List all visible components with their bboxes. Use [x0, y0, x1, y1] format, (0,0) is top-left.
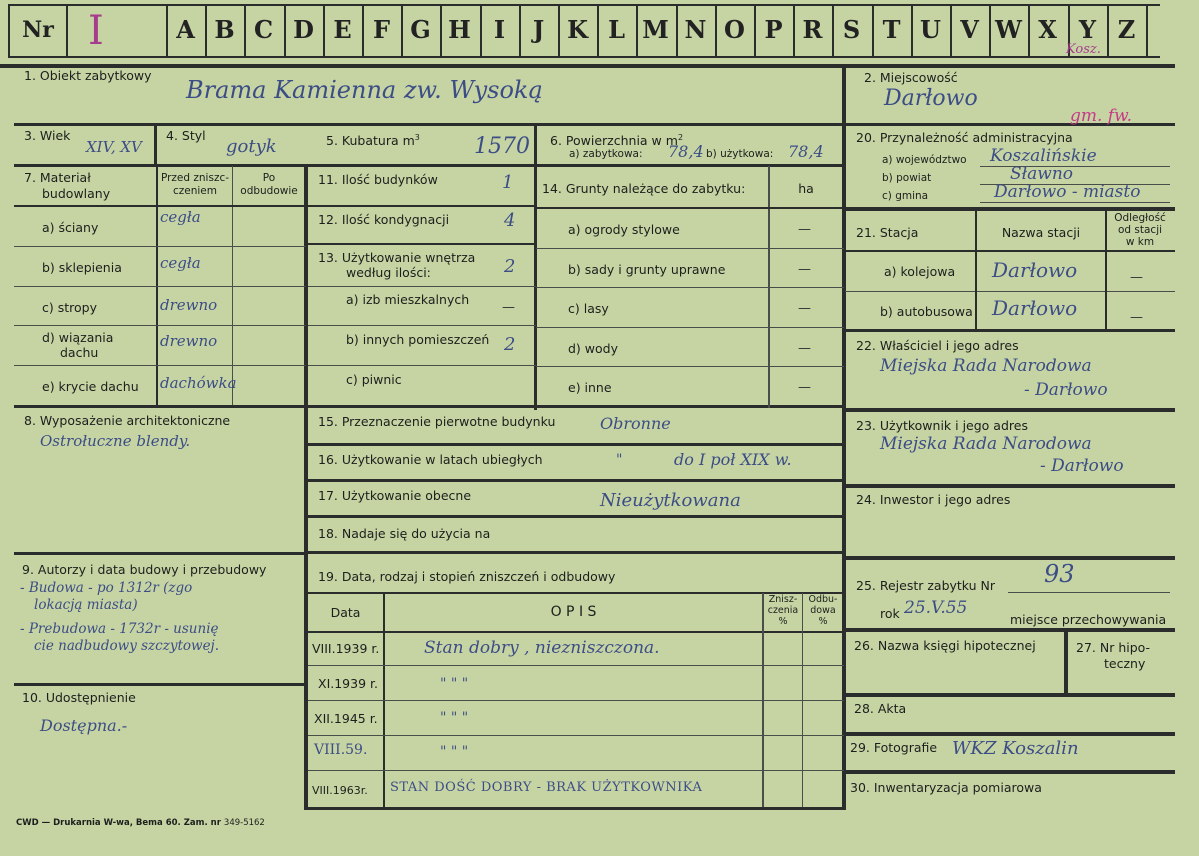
f11-label: 11. Ilość budynków: [318, 172, 438, 187]
f17-label: 17. Użytkowanie obecne: [318, 488, 472, 503]
f20-b-label: b) powiat: [882, 172, 932, 184]
f7-ceilings-value: drewno: [160, 296, 218, 314]
f23-line-2: - Darłowo: [1040, 456, 1124, 476]
f21-b-dist: —: [1130, 310, 1143, 325]
f4-label: 4. Styl: [166, 128, 206, 143]
f17-value: Nieużytkowana: [600, 490, 741, 511]
f7-col-after-2: odbudowie: [240, 185, 298, 197]
f14-other-value: —: [798, 380, 811, 395]
header-letter: D: [293, 15, 314, 44]
f22-line-1: Miejska Rada Narodowa: [880, 356, 1092, 376]
f13-a-value: —: [502, 300, 515, 315]
f7-col-before-1: Przed zniszc-: [160, 172, 230, 184]
f2-value: Darłowo: [884, 86, 978, 111]
f19-row-date: XI.1939 r.: [318, 676, 378, 691]
f1-value: Brama Kamienna zw. Wysoką: [186, 76, 543, 104]
f21-col-dist-2: od stacji: [1117, 224, 1163, 236]
f16-label: 16. Użytkowanie w latach ubiegłych: [318, 452, 543, 467]
nr-value: I: [88, 8, 104, 54]
f4-value: gotyk: [226, 136, 277, 157]
f23-label: 23. Użytkownik i jego adres: [856, 418, 1028, 433]
f13-label-1: 13. Użytkowanie wnętrza: [318, 250, 476, 265]
f15-label: 15. Przeznaczenie pierwotne budynku: [318, 414, 556, 429]
f9-line-3: - Prebudowa - 1732r - usunię: [20, 621, 219, 637]
f12-label: 12. Ilość kondygnacji: [318, 212, 450, 227]
f14-row-forests: c) lasy: [568, 301, 609, 316]
f9-label: 9. Autorzy i data budowy i przebudowy: [22, 562, 267, 577]
f27-label-1: 27. Nr hipo-: [1076, 640, 1151, 655]
f19-row-date: VIII.1963r.: [312, 784, 368, 797]
f6-a-value: 78,4: [668, 142, 704, 161]
f25-value: 93: [1044, 560, 1075, 588]
f24-label: 24. Inwestor i jego adres: [856, 492, 1011, 507]
f22-line-2: - Darłowo: [1024, 380, 1108, 400]
header-divider: [66, 4, 68, 58]
f25-rok-value: 25.V.55: [904, 598, 968, 618]
f12-value: 4: [504, 210, 516, 231]
header-letter: S: [842, 15, 861, 44]
f19-col-date: Data: [330, 605, 361, 620]
f14-gardens-value: —: [798, 222, 811, 237]
f14-row-other: e) inne: [568, 380, 612, 395]
f21-a-label: a) kolejowa: [884, 264, 956, 279]
f27-label-2: teczny: [1104, 656, 1146, 671]
f7-trusses-value: drewno: [160, 332, 218, 350]
f3-label: 3. Wiek: [24, 128, 71, 143]
f19-row-desc: STAN DOŚĆ DOBRY - BRAK UŻYTKOWNIKA: [390, 780, 703, 795]
f10-label: 10. Udostępnienie: [22, 690, 136, 705]
f21-col-name: Nazwa stacji: [1001, 225, 1081, 240]
f19-row-desc: " " ": [440, 744, 469, 760]
header-letter: C: [253, 15, 274, 44]
f19-row-date: VIII.59.: [314, 742, 368, 758]
f21-col-dist-1: Odległość: [1114, 212, 1166, 224]
f20-b-value: Sławno: [1010, 164, 1074, 184]
f5-value: 1570: [474, 134, 530, 159]
f11-value: 1: [502, 172, 514, 193]
f29-value: WKZ Koszalin: [952, 738, 1079, 759]
f7-col-after-1: Po: [262, 172, 276, 184]
f15-value: Obronne: [600, 414, 671, 433]
f30-label: 30. Inwentaryzacja pomiarowa: [850, 780, 1042, 795]
f21-col-dist-3: w km: [1125, 236, 1155, 248]
f7-row-vaults: b) sklepienia: [42, 260, 122, 275]
f26-label: 26. Nazwa księgi hipotecznej: [854, 638, 1036, 653]
f8-value: Ostrołuczne blendy.: [40, 432, 191, 450]
header-letter: X: [1038, 15, 1057, 44]
header-letter: H: [448, 15, 471, 44]
corner-note: Kosz.: [1066, 42, 1101, 57]
footer-print: CWD — Drukarnia W-wa, Bema 60. Zam. nr 349-5162: [16, 818, 265, 828]
header-letter: A: [176, 15, 195, 44]
header-letter: I: [493, 15, 506, 44]
f19-col-desc: O P I S: [550, 604, 597, 620]
f19-row-desc: Stan dobry , niezniszczona.: [424, 638, 660, 658]
f8-label: 8. Wyposażenie architektoniczne: [24, 413, 231, 428]
f13-b-value: 2: [504, 334, 516, 355]
f3-value: XIV, XV: [86, 138, 142, 156]
f13-value: 2: [504, 256, 516, 277]
header-divider: [1146, 4, 1148, 58]
header-letter: J: [532, 15, 545, 44]
f14-unit: ha: [798, 181, 814, 196]
f19-col-rebuild-1: Odbu-: [808, 594, 838, 605]
f6-b-label: b) użytkowa:: [706, 148, 774, 160]
header-letter: M: [642, 15, 669, 44]
f7-col-before-2: czeniem: [172, 185, 217, 197]
f14-row-orchards: b) sady i grunty uprawne: [568, 262, 726, 277]
f23-line-1: Miejska Rada Narodowa: [880, 434, 1092, 454]
f21-a-dist: —: [1130, 270, 1143, 285]
f19-col-destr-1: Znisz-: [768, 594, 798, 605]
f21-b-value: Darłowo: [992, 296, 1078, 320]
f13-c-label: c) piwnic: [346, 372, 402, 387]
header-letter: B: [214, 15, 235, 44]
f7-row-trusses-1: d) wiązania: [42, 330, 114, 345]
header-letter: L: [608, 15, 625, 44]
f13-b-label: b) innych pomieszczeń: [346, 332, 490, 347]
f25-rok-label: rok: [880, 606, 900, 621]
f19-col-rebuild-3: %: [818, 616, 828, 627]
f20-c-label: c) gmina: [882, 190, 929, 202]
f14-row-gardens: a) ogrody stylowe: [568, 222, 680, 237]
f7-walls-value: cegła: [160, 208, 201, 226]
f20-c-value: Darłowo - miasto: [994, 182, 1141, 202]
f14-row-waters: d) wody: [568, 341, 618, 356]
f19-row-date: VIII.1939 r.: [312, 641, 380, 656]
f7-row-walls: a) ściany: [42, 220, 99, 235]
f18-label: 18. Nadaje się do użycia na: [318, 526, 491, 541]
f6-label: 6. Powierzchnia w $m^2$: [550, 133, 684, 149]
header-letter: E: [333, 15, 352, 44]
f19-col-destr-3: %: [778, 616, 788, 627]
f7-label-2: budowlany: [42, 186, 111, 201]
f20-a-label: a) województwo: [882, 154, 967, 166]
f21-b-label: b) autobusowa: [880, 304, 973, 319]
f29-label: 29. Fotografie: [850, 740, 938, 755]
header-letter: W: [995, 15, 1022, 44]
f2-note: gm. fw.: [1070, 106, 1133, 126]
f19-label: 19. Data, rodzaj i stopień zniszczeń i odbudowy: [318, 569, 616, 584]
f7-label-1: 7. Materiał: [24, 170, 91, 185]
header-letter: T: [882, 15, 901, 44]
f7-row-trusses-2: dachu: [60, 345, 99, 360]
header-letter: R: [802, 15, 823, 44]
header-letter: Z: [1117, 15, 1136, 44]
nr-label: Nr: [22, 17, 54, 43]
header-letter: Y: [1078, 15, 1097, 44]
f9-line-2: lokacją miasta): [34, 597, 138, 613]
f25-place-label: miejsce przechowywania: [1010, 612, 1167, 627]
f19-col-destr-2: czenia: [767, 605, 799, 616]
header-letter: V: [960, 15, 979, 44]
f25-label: 25. Rejestr zabytku Nr: [856, 578, 996, 593]
f7-roof-value: dachówka: [160, 374, 237, 392]
f19-row-desc: " " ": [440, 710, 469, 726]
f21-label: 21. Stacja: [856, 225, 919, 240]
header-letter: F: [372, 15, 391, 44]
f1-label: 1. Obiekt zabytkowy: [24, 68, 152, 83]
f7-vaults-value: cegła: [160, 254, 201, 272]
f14-label: 14. Grunty należące do zabytku:: [542, 181, 746, 196]
f9-line-4: cie nadbudowy szczytowej.: [34, 638, 220, 654]
f7-row-ceilings: c) stropy: [42, 300, 97, 315]
f7-row-roof: e) krycie dachu: [42, 379, 139, 394]
f19-col-rebuild-2: dowa: [810, 605, 836, 616]
f13-a-label: a) izb mieszkalnych: [346, 292, 470, 307]
f14-orchards-value: —: [798, 262, 811, 277]
f19-row-date: XII.1945 r.: [314, 711, 378, 726]
f19-row-desc: " " ": [440, 676, 469, 692]
header-letter: P: [764, 15, 783, 44]
f20-a-value: Koszalińskie: [990, 146, 1097, 166]
f16-ditto: ": [616, 452, 623, 468]
f6-a-label: a) zabytkowa:: [569, 148, 643, 160]
f9-line-1: - Budowa - po 1312r (zgo: [20, 580, 193, 596]
header-letter: G: [410, 15, 431, 44]
f10-value: Dostępna.-: [40, 716, 128, 735]
f5-label: 5. Kubatura $m^3$: [326, 133, 420, 149]
f13-label-2: według ilości:: [346, 265, 431, 280]
header-letter: K: [567, 15, 588, 44]
f20-label: 20. Przynależność administracyjna: [856, 130, 1073, 145]
header-letter: O: [724, 15, 745, 44]
f6-b-value: 78,4: [788, 142, 824, 161]
f28-label: 28. Akta: [854, 701, 907, 716]
f14-waters-value: —: [798, 341, 811, 356]
f2-label: 2. Miejscowość: [864, 70, 958, 85]
header-letter: U: [920, 15, 941, 44]
header-letter: N: [684, 15, 707, 44]
f16-value: do I poł XIX w.: [674, 450, 792, 469]
f22-label: 22. Właściciel i jego adres: [856, 338, 1019, 353]
f21-a-value: Darłowo: [992, 258, 1078, 282]
f14-forests-value: —: [798, 301, 811, 316]
